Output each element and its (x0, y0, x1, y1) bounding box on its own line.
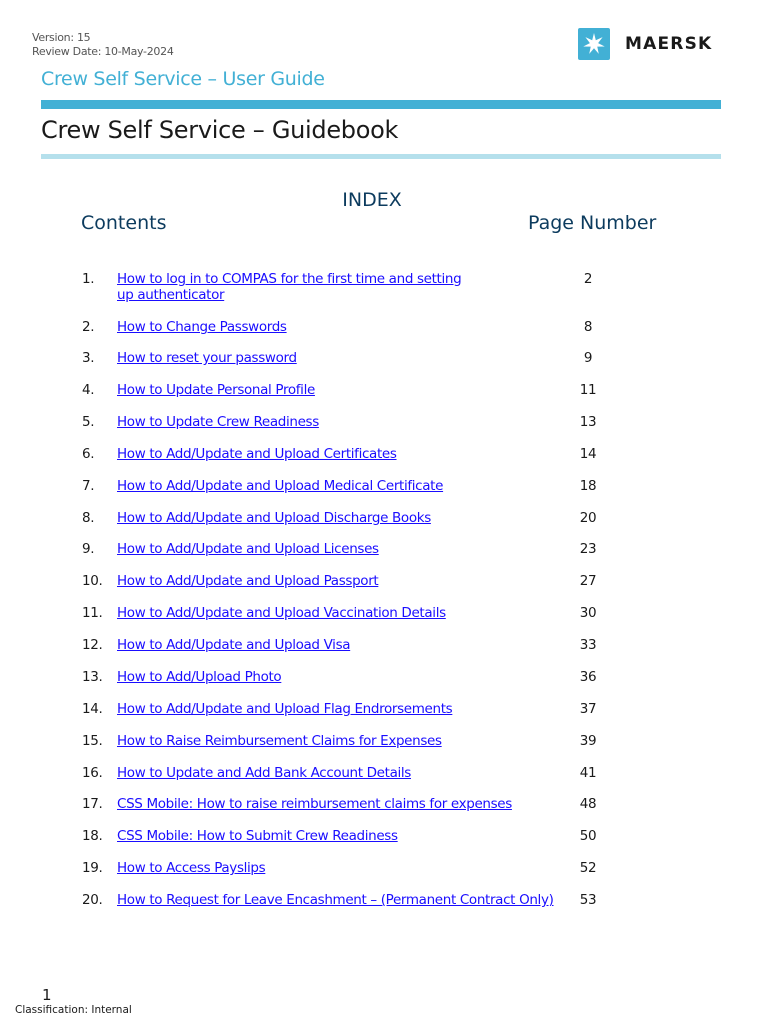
toc-entry-page: 48 (579, 796, 597, 812)
guidebook-title: Crew Self Service – Guidebook (41, 116, 399, 144)
toc-entry-number: 10. (82, 573, 103, 589)
index-heading: INDEX (342, 189, 402, 211)
toc-entry-number: 17. (82, 796, 103, 812)
toc-entry-page: 2 (583, 271, 593, 287)
toc-entry-number: 8. (82, 510, 95, 526)
toc-entry-link[interactable]: How to Add/Update and Upload Licenses (117, 541, 379, 557)
toc-entry-page: 53 (579, 892, 597, 908)
toc-entry-link[interactable]: CSS Mobile: How to raise reimbursement claims for expenses (117, 796, 512, 812)
brand-name: MAERSK (625, 34, 713, 54)
header-divider-thin (41, 154, 721, 159)
toc-entry-page: 39 (579, 733, 597, 749)
toc-entry-page: 41 (579, 765, 597, 781)
toc-entry-page: 8 (583, 319, 593, 335)
header-divider-thick (41, 100, 721, 109)
toc-entry-link[interactable]: How to Raise Reimbursement Claims for Expenses (117, 733, 442, 749)
guide-title: Crew Self Service – User Guide (41, 68, 325, 90)
toc-entry-link[interactable]: How to Access Payslips (117, 860, 266, 876)
toc-entry-number: 12. (82, 637, 103, 653)
toc-entry-page: 13 (579, 414, 597, 430)
toc-entry-page: 52 (579, 860, 597, 876)
toc-entry-number: 16. (82, 765, 103, 781)
toc-entry-page: 37 (579, 701, 597, 717)
toc-entry-number: 19. (82, 860, 103, 876)
maersk-logo (578, 28, 712, 60)
toc-entry-number: 2. (82, 319, 95, 335)
toc-entry-page: 27 (579, 573, 597, 589)
toc-entry-link[interactable]: How to Update Personal Profile (117, 382, 315, 398)
toc-entry-page: 23 (579, 541, 597, 557)
toc-entry-link[interactable]: How to Update Crew Readiness (117, 414, 319, 430)
page-number-column-header: Page Number (528, 212, 657, 234)
toc-entry-link[interactable]: How to Add/Update and Upload Visa (117, 637, 351, 653)
toc-entry-link[interactable]: CSS Mobile: How to Submit Crew Readiness (117, 828, 398, 844)
contents-column-header: Contents (81, 212, 167, 234)
toc-entry-link[interactable]: How to Update and Add Bank Account Details (117, 765, 411, 781)
toc-entry-page: 9 (583, 350, 593, 366)
toc-entry-page: 33 (579, 637, 597, 653)
toc-entry-link[interactable]: How to Add/Upload Photo (117, 669, 282, 685)
toc-entry-link[interactable]: How to Change Passwords (117, 319, 287, 335)
toc-entry-number: 4. (82, 382, 95, 398)
toc-entry-page: 50 (579, 828, 597, 844)
version-label: Version: 15 (32, 31, 91, 44)
toc-entry-page: 14 (579, 446, 597, 462)
review-date-label: Review Date: 10-May-2024 (32, 45, 174, 58)
page-number: 1 (42, 986, 52, 1004)
toc-entry-link[interactable]: How to Add/Update and Upload Vaccination Details (117, 605, 446, 621)
toc-entry-number: 1. (82, 271, 95, 287)
toc-entry-page: 20 (579, 510, 597, 526)
toc-entry-link[interactable]: How to Add/Update and Upload Discharge Books (117, 510, 431, 526)
toc-entry-page: 30 (579, 605, 597, 621)
toc-entry-number: 14. (82, 701, 103, 717)
document-meta (32, 31, 174, 59)
toc-entry-number: 5. (82, 414, 95, 430)
classification-label: Classification: Internal (15, 1004, 132, 1016)
toc-entry-page: 11 (579, 382, 597, 398)
toc-entry-page: 36 (579, 669, 597, 685)
toc-entry-link[interactable]: How to Add/Update and Upload Passport (117, 573, 379, 589)
toc-entry-number: 13. (82, 669, 103, 685)
toc-entry-link[interactable]: How to Add/Update and Upload Medical Certificate (117, 478, 444, 494)
toc-entry-number: 3. (82, 350, 95, 366)
toc-entry-number: 20. (82, 892, 103, 908)
toc-entry-number: 11. (82, 605, 103, 621)
toc-entry-number: 6. (82, 446, 95, 462)
toc-entry-link[interactable]: How to Request for Leave Encashment – (Permanent Contract Only) (117, 892, 554, 908)
seven-pointed-star-icon (581, 31, 607, 57)
logo-star-box (578, 28, 610, 60)
toc-entry-link[interactable]: How to Add/Update and Upload Certificates (117, 446, 397, 462)
toc-entry-link[interactable]: How to reset your password (117, 350, 297, 366)
toc-entry-number: 18. (82, 828, 103, 844)
toc-entry-page: 18 (579, 478, 597, 494)
toc-entry-number: 7. (82, 478, 95, 494)
toc-entry-link[interactable]: How to log in to COMPAS for the first time and setting up authenticator (117, 271, 462, 303)
toc-entry-number: 15. (82, 733, 103, 749)
toc-entry-number: 9. (82, 541, 95, 557)
toc-entry-link[interactable]: How to Add/Update and Upload Flag Endrorsements (117, 701, 453, 717)
